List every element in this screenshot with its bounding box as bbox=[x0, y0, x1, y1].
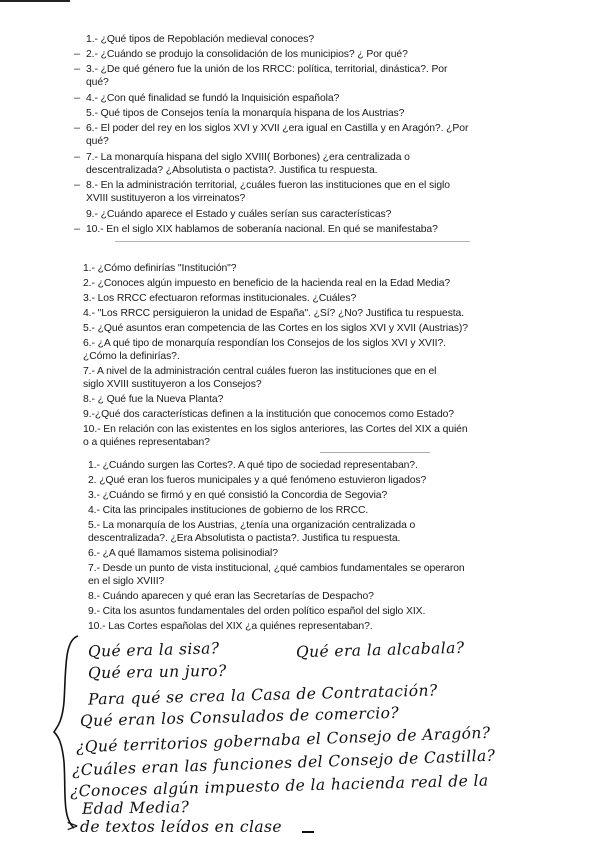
s2-line: 7.- A nivel de la administración central cuáles fueron las instituciones que en el bbox=[83, 366, 437, 377]
hw-line: Qué era un juro? bbox=[87, 661, 227, 683]
s2-line: 1.- ¿Cómo definirías "Institución"? bbox=[83, 263, 237, 274]
dash-mark: – bbox=[74, 179, 81, 191]
s1-line: 8.- En la administración territorial, ¿cuáles fueron las instituciones que en el siglo bbox=[86, 180, 450, 191]
s3-line: 6.- ¿A qué llamamos sistema polisinodial? bbox=[88, 548, 278, 559]
s2-line: 3.- Los RRCC efectuaron reformas institucionales. ¿Cuáles? bbox=[83, 293, 357, 304]
s3-line: 10.- Las Cortes españolas del XIX ¿a quiénes representaban?. bbox=[88, 621, 373, 632]
s1-line: 4.- ¿Con qué finalidad se fundó la Inquisición española? bbox=[86, 93, 340, 104]
s2-line: o a quiénes representaban? bbox=[83, 437, 210, 448]
hw-footer: de textos leídos en clase bbox=[80, 818, 282, 836]
hw-line: Edad Media? bbox=[81, 798, 190, 818]
s1-line: 6.- El poder del rey en los siglos XVI y XVII ¿era igual en Castilla y en Aragón?. ¿Por bbox=[86, 123, 469, 134]
s3-line: 5.- La monarquía de los Austrias, ¿tenía una organización centralizada o bbox=[88, 520, 416, 531]
hw-line: Qué eran los Consulados de comercio? bbox=[79, 703, 400, 731]
s3-line: 7.- Desde un punto de vista institucional, ¿qué cambios fundamentales se operaron bbox=[88, 563, 465, 574]
hw-line: Para qué se crea la Casa de Contratación? bbox=[87, 681, 438, 709]
separator-line bbox=[320, 452, 430, 453]
s3-line: 1.- ¿Cuándo surgen las Cortes?. A qué tipo de sociedad representaban?. bbox=[88, 460, 418, 471]
s2-line: 2.- ¿Conoces algún impuesto en beneficio de la hacienda real en la Edad Media? bbox=[83, 278, 451, 289]
dash-mark: – bbox=[74, 223, 81, 235]
s3-line: en el siglo XVIII? bbox=[88, 576, 165, 587]
s1-line: 1.- ¿Qué tipos de Repoblación medieval conoces? bbox=[86, 34, 315, 45]
top-edge-mark bbox=[0, 0, 70, 2]
s3-line: 8.- Cuándo aparecen y qué eran las Secretarías de Despacho? bbox=[88, 591, 374, 602]
s3-line: 2. ¿Qué eran los fueros municipales y a qué fenómeno estuvieron ligados? bbox=[88, 475, 427, 486]
hw-line: Qué era la sisa? bbox=[87, 639, 220, 661]
hw-line: ¿Conoces algún impuesto de la hacienda real de la bbox=[69, 771, 489, 801]
dash-mark: – bbox=[74, 92, 81, 104]
s2-line: 10.- En relación con las existentes en los siglos anteriores, las Cortes del XIX a quién bbox=[83, 424, 468, 435]
s1-line: 10.- En el siglo XIX hablamos de soberanía nacional. En qué se manifestaba? bbox=[86, 224, 438, 235]
s2-line: 9.-¿Qué dos características definen a la institución que conocemos como Estado? bbox=[83, 409, 454, 420]
dash-mark: – bbox=[74, 122, 81, 134]
dash-mark: – bbox=[74, 63, 81, 75]
s3-line: 4.- Cita las principales instituciones de gobierno de los RRCC. bbox=[88, 505, 369, 516]
hw-line: ¿Qué territorios gobernaba el Consejo de Aragón? bbox=[75, 723, 491, 757]
s1-line: qué? bbox=[86, 136, 109, 147]
s3-line: 9.- Cita los asuntos fundamentales del orden político español del siglo XIX. bbox=[88, 606, 426, 617]
hw-line: Qué era la alcabala? bbox=[295, 638, 465, 662]
s3-line: descentralizada?. ¿Era Absolutista o pactista?. Justifica tu respuesta. bbox=[88, 533, 401, 544]
s1-line: descentralizada? ¿Absolutista o pactista?. Justifica tu respuesta. bbox=[86, 165, 378, 176]
s3-line: 3.- ¿Cuándo se firmó y en qué consistió la Concordia de Segovia? bbox=[88, 490, 388, 501]
brace-mark bbox=[52, 632, 82, 832]
s2-line: ¿Cómo la definirías?. bbox=[83, 351, 180, 362]
s1-line: 3.- ¿De qué género fue la unión de los RRCC: política, territorial, dinástica?. Por bbox=[86, 64, 448, 75]
s2-line: 4.- "Los RRCC persiguieron la unidad de España". ¿Sí? ¿No? Justifica tu respuesta. bbox=[83, 308, 464, 319]
s1-line: 7.- La monarquía hispana del siglo XVIII( Borbones) ¿era centralizada o bbox=[86, 152, 410, 163]
arrow-mark: > bbox=[66, 817, 80, 835]
s1-line: 2.- ¿Cuándo se produjo la consolidación de los municipios? ¿ Por qué? bbox=[86, 49, 408, 60]
s1-line: qué? bbox=[86, 77, 109, 88]
s2-line: 5.- ¿Qué asuntos eran competencia de las Cortes en los siglos XVI y XVII (Austrias)? bbox=[83, 323, 468, 334]
hw-line: ¿Cuáles eran las funciones del Consejo de Castilla? bbox=[71, 746, 496, 780]
s1-line: XVIII sustituyeron a los virreinatos? bbox=[86, 193, 246, 204]
dash-mark bbox=[302, 831, 314, 833]
dash-mark: – bbox=[74, 151, 81, 163]
s1-line: 9.- ¿Cuándo aparece el Estado y cuáles serían sus características? bbox=[86, 209, 392, 220]
separator-line bbox=[115, 241, 470, 242]
s2-line: 6.- ¿A qué tipo de monarquía respondían los Consejos de los siglos XVI y XVII?. bbox=[83, 338, 446, 349]
s2-line: 8.- ¿ Qué fue la Nueva Planta? bbox=[83, 394, 224, 405]
s1-line: 5.- Qué tipos de Consejos tenía la monarquía hispana de los Austrias? bbox=[86, 108, 405, 119]
s2-line: siglo XVIII sustituyeron a los Consejos? bbox=[83, 379, 262, 390]
dash-mark: – bbox=[74, 48, 81, 60]
